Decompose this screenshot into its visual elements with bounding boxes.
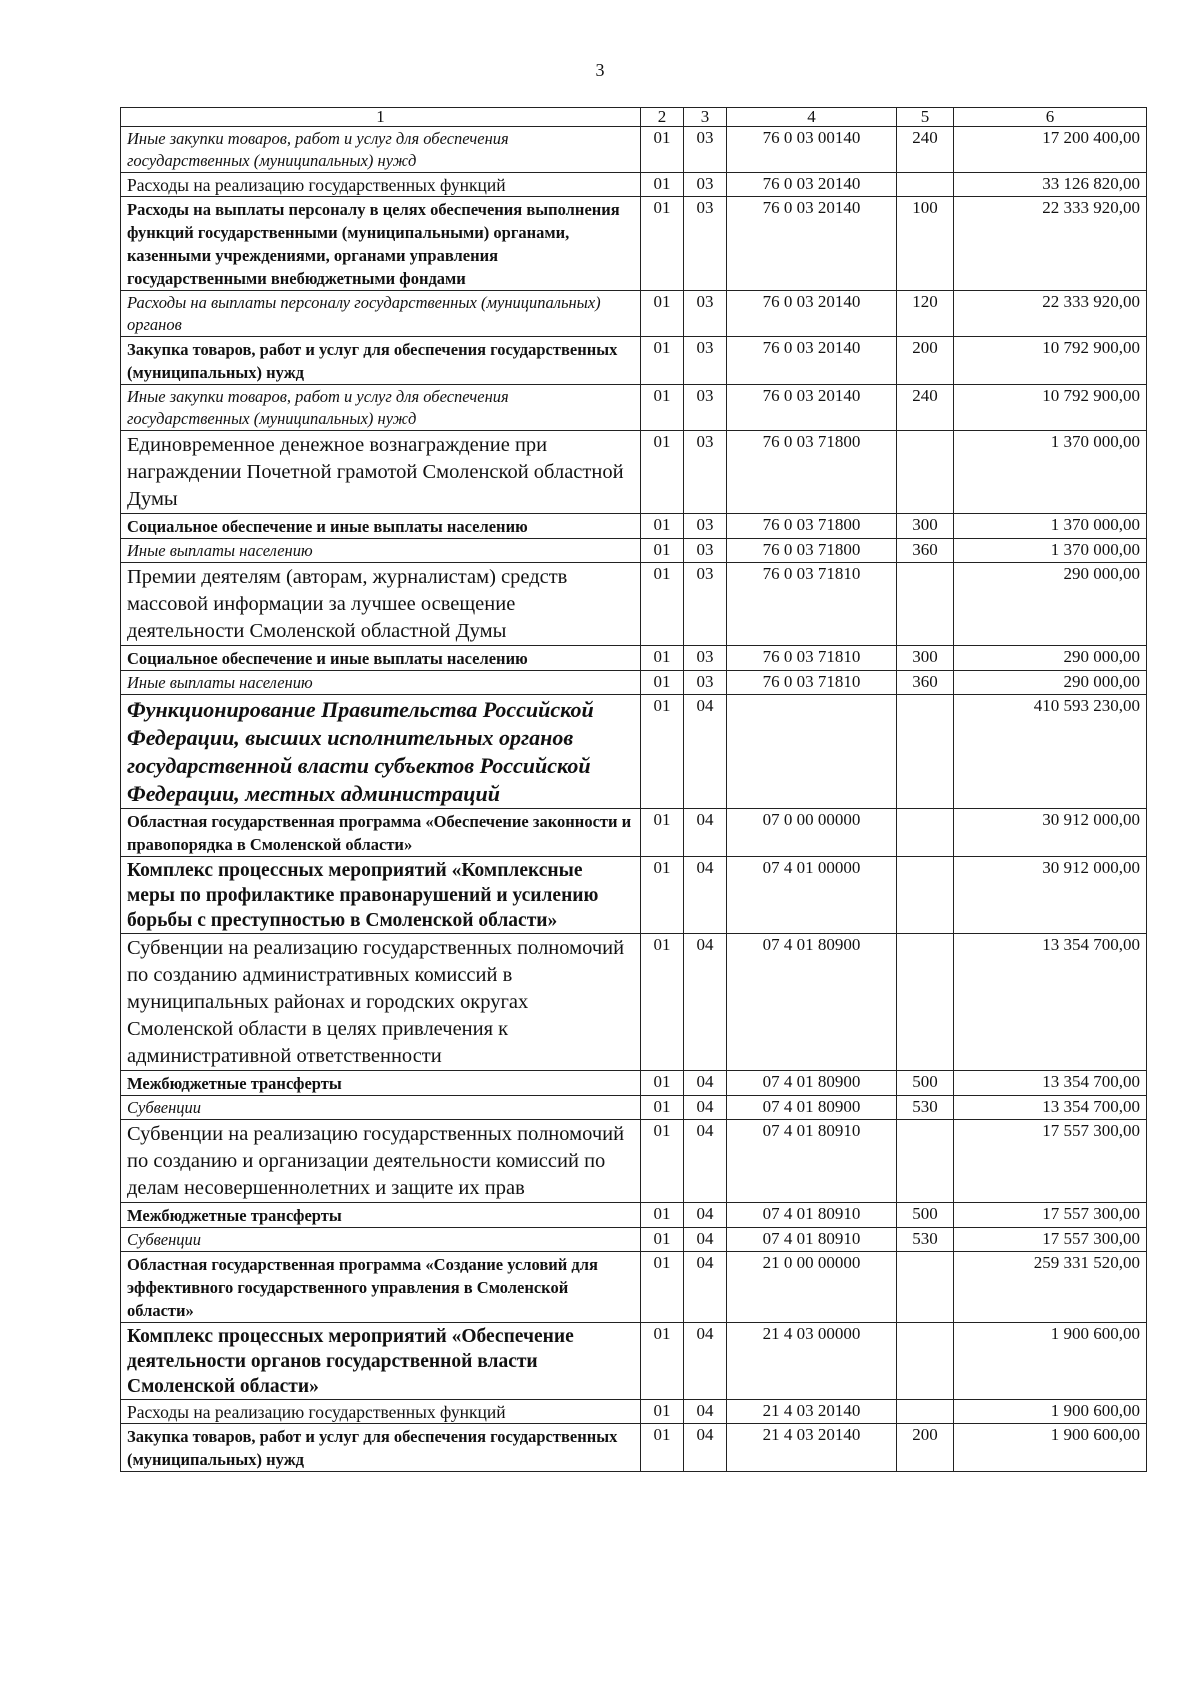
expense-type-cell: 530 xyxy=(897,1096,954,1120)
expense-type-cell: 120 xyxy=(897,291,954,337)
row-name-cell: Областная государственная программа «Создание условий для эффективного государственного управления в Смоленской области» xyxy=(121,1252,641,1323)
subsection-code-cell: 04 xyxy=(684,1228,727,1252)
section-code-cell: 01 xyxy=(641,563,684,646)
header-cell: 2 xyxy=(641,108,684,127)
expense-type-cell xyxy=(897,857,954,934)
amount-cell: 17 557 300,00 xyxy=(954,1120,1147,1203)
row-name-cell: Расходы на реализацию государственных функций xyxy=(121,1400,641,1424)
expense-type-cell: 360 xyxy=(897,671,954,695)
table-row xyxy=(121,337,1147,385)
row-name-cell: Премии деятелям (авторам, журналистам) средств массовой информации за лучшее освещение деятельности Смоленской областной Думы xyxy=(121,563,641,646)
target-article-cell: 76 0 03 71800 xyxy=(727,431,897,514)
row-name-cell: Субвенции на реализацию государственных полномочий по созданию административных комиссий в муниципальных районах и городских округах Смоленской области в целях привлечения к административной ответственности xyxy=(121,934,641,1071)
row-name-cell: Закупка товаров, работ и услуг для обеспечения государственных (муниципальных) нужд xyxy=(121,1424,641,1472)
target-article-cell: 76 0 03 71800 xyxy=(727,514,897,539)
expense-type-cell xyxy=(897,1323,954,1400)
section-code-cell: 01 xyxy=(641,646,684,671)
section-code-cell: 01 xyxy=(641,1203,684,1228)
subsection-code-cell: 04 xyxy=(684,695,727,809)
header-cell: 4 xyxy=(727,108,897,127)
table-row xyxy=(121,1252,1147,1323)
table-row xyxy=(121,173,1147,197)
expense-type-cell: 100 xyxy=(897,197,954,291)
section-code-cell: 01 xyxy=(641,197,684,291)
amount-cell: 30 912 000,00 xyxy=(954,857,1147,934)
expense-type-cell xyxy=(897,695,954,809)
table-row xyxy=(121,857,1147,934)
row-name-cell: Социальное обеспечение и иные выплаты населению xyxy=(121,646,641,671)
subsection-code-cell: 03 xyxy=(684,563,727,646)
expense-type-cell: 500 xyxy=(897,1071,954,1096)
table-row xyxy=(121,127,1147,173)
amount-cell: 10 792 900,00 xyxy=(954,385,1147,431)
table-row xyxy=(121,1071,1147,1096)
section-code-cell: 01 xyxy=(641,1424,684,1472)
subsection-code-cell: 03 xyxy=(684,127,727,173)
target-article-cell: 76 0 03 71810 xyxy=(727,563,897,646)
header-cell: 6 xyxy=(954,108,1147,127)
row-name-cell: Субвенции на реализацию государственных полномочий по созданию и организации деятельности комиссий по делам несовершеннолетних и защите их прав xyxy=(121,1120,641,1203)
expense-type-cell: 200 xyxy=(897,1424,954,1472)
amount-cell: 13 354 700,00 xyxy=(954,1096,1147,1120)
row-name-cell: Комплекс процессных мероприятий «Комплексные меры по профилактике правонарушений и усилению борьбы с преступностью в Смоленской области» xyxy=(121,857,641,934)
row-name-cell: Иные закупки товаров, работ и услуг для обеспечения государственных (муниципальных) нужд xyxy=(121,127,641,173)
section-code-cell: 01 xyxy=(641,1400,684,1424)
expense-type-cell xyxy=(897,1252,954,1323)
expense-type-cell xyxy=(897,563,954,646)
section-code-cell: 01 xyxy=(641,809,684,857)
expense-type-cell: 530 xyxy=(897,1228,954,1252)
subsection-code-cell: 03 xyxy=(684,646,727,671)
section-code-cell: 01 xyxy=(641,1071,684,1096)
table-row xyxy=(121,1203,1147,1228)
target-article-cell: 76 0 03 71810 xyxy=(727,646,897,671)
target-article-cell: 07 4 01 80900 xyxy=(727,1071,897,1096)
target-article-cell: 76 0 03 71810 xyxy=(727,671,897,695)
amount-cell: 22 333 920,00 xyxy=(954,291,1147,337)
target-article-cell: 07 4 01 80900 xyxy=(727,934,897,1071)
expense-type-cell xyxy=(897,1120,954,1203)
section-code-cell: 01 xyxy=(641,514,684,539)
expense-type-cell: 360 xyxy=(897,539,954,563)
amount-cell: 22 333 920,00 xyxy=(954,197,1147,291)
table-row xyxy=(121,563,1147,646)
expense-type-cell xyxy=(897,1400,954,1424)
subsection-code-cell: 04 xyxy=(684,1203,727,1228)
expense-type-cell: 300 xyxy=(897,646,954,671)
table-row xyxy=(121,1120,1147,1203)
table-row xyxy=(121,1096,1147,1120)
subsection-code-cell: 03 xyxy=(684,431,727,514)
row-name-cell: Областная государственная программа «Обеспечение законности и правопорядка в Смоленской области» xyxy=(121,809,641,857)
section-code-cell: 01 xyxy=(641,173,684,197)
budget-table xyxy=(120,107,1147,1472)
row-name-cell: Функционирование Правительства Российской Федерации, высших исполнительных органов государственной власти субъектов Российской Федерации, местных администраций xyxy=(121,695,641,809)
expense-type-cell: 200 xyxy=(897,337,954,385)
row-name-cell: Расходы на реализацию государственных функций xyxy=(121,173,641,197)
target-article-cell: 07 4 01 00000 xyxy=(727,857,897,934)
subsection-code-cell: 03 xyxy=(684,173,727,197)
row-name-cell: Единовременное денежное вознаграждение при награждении Почетной грамотой Смоленской областной Думы xyxy=(121,431,641,514)
target-article-cell xyxy=(727,695,897,809)
subsection-code-cell: 03 xyxy=(684,337,727,385)
subsection-code-cell: 03 xyxy=(684,539,727,563)
target-article-cell: 76 0 03 20140 xyxy=(727,291,897,337)
table-row xyxy=(121,934,1147,1071)
section-code-cell: 01 xyxy=(641,127,684,173)
table-row xyxy=(121,1400,1147,1424)
amount-cell: 1 900 600,00 xyxy=(954,1323,1147,1400)
expense-type-cell: 500 xyxy=(897,1203,954,1228)
subsection-code-cell: 04 xyxy=(684,1400,727,1424)
amount-cell: 17 557 300,00 xyxy=(954,1228,1147,1252)
row-name-cell: Расходы на выплаты персоналу государственных (муниципальных) органов xyxy=(121,291,641,337)
target-article-cell: 21 4 03 20140 xyxy=(727,1400,897,1424)
target-article-cell: 07 4 01 80910 xyxy=(727,1228,897,1252)
amount-cell: 290 000,00 xyxy=(954,671,1147,695)
row-name-cell: Иные выплаты населению xyxy=(121,671,641,695)
amount-cell: 1 370 000,00 xyxy=(954,514,1147,539)
amount-cell: 17 557 300,00 xyxy=(954,1203,1147,1228)
target-article-cell: 76 0 03 71800 xyxy=(727,539,897,563)
table-row xyxy=(121,646,1147,671)
page-number: 3 xyxy=(595,60,605,80)
table-row xyxy=(121,1323,1147,1400)
row-name-cell: Закупка товаров, работ и услуг для обеспечения государственных (муниципальных) нужд xyxy=(121,337,641,385)
row-name-cell: Межбюджетные трансферты xyxy=(121,1071,641,1096)
expense-type-cell xyxy=(897,431,954,514)
target-article-cell: 07 4 01 80910 xyxy=(727,1203,897,1228)
table-row xyxy=(121,291,1147,337)
target-article-cell: 07 4 01 80910 xyxy=(727,1120,897,1203)
amount-cell: 13 354 700,00 xyxy=(954,1071,1147,1096)
row-name-cell: Иные закупки товаров, работ и услуг для обеспечения государственных (муниципальных) нужд xyxy=(121,385,641,431)
expense-type-cell xyxy=(897,934,954,1071)
amount-cell: 1 900 600,00 xyxy=(954,1424,1147,1472)
subsection-code-cell: 03 xyxy=(684,291,727,337)
table-row xyxy=(121,431,1147,514)
target-article-cell: 76 0 03 00140 xyxy=(727,127,897,173)
target-article-cell: 07 4 01 80900 xyxy=(727,1096,897,1120)
expense-type-cell: 300 xyxy=(897,514,954,539)
row-name-cell: Межбюджетные трансферты xyxy=(121,1203,641,1228)
row-name-cell: Комплекс процессных мероприятий «Обеспечение деятельности органов государственной власти Смоленской области» xyxy=(121,1323,641,1400)
section-code-cell: 01 xyxy=(641,1120,684,1203)
section-code-cell: 01 xyxy=(641,1323,684,1400)
subsection-code-cell: 04 xyxy=(684,1120,727,1203)
expense-type-cell xyxy=(897,173,954,197)
section-code-cell: 01 xyxy=(641,934,684,1071)
target-article-cell: 21 0 00 00000 xyxy=(727,1252,897,1323)
subsection-code-cell: 04 xyxy=(684,934,727,1071)
section-code-cell: 01 xyxy=(641,1096,684,1120)
section-code-cell: 01 xyxy=(641,1228,684,1252)
expense-type-cell: 240 xyxy=(897,127,954,173)
section-code-cell: 01 xyxy=(641,291,684,337)
amount-cell: 17 200 400,00 xyxy=(954,127,1147,173)
subsection-code-cell: 04 xyxy=(684,809,727,857)
table-row xyxy=(121,539,1147,563)
amount-cell: 410 593 230,00 xyxy=(954,695,1147,809)
amount-cell: 259 331 520,00 xyxy=(954,1252,1147,1323)
row-name-cell: Субвенции xyxy=(121,1096,641,1120)
table-row xyxy=(121,695,1147,809)
section-code-cell: 01 xyxy=(641,1252,684,1323)
target-article-cell: 07 0 00 00000 xyxy=(727,809,897,857)
table-row xyxy=(121,197,1147,291)
target-article-cell: 76 0 03 20140 xyxy=(727,385,897,431)
table-row xyxy=(121,1228,1147,1252)
section-code-cell: 01 xyxy=(641,857,684,934)
amount-cell: 1 370 000,00 xyxy=(954,539,1147,563)
amount-cell: 10 792 900,00 xyxy=(954,337,1147,385)
header-cell: 5 xyxy=(897,108,954,127)
expense-type-cell: 240 xyxy=(897,385,954,431)
subsection-code-cell: 04 xyxy=(684,1071,727,1096)
table-row xyxy=(121,514,1147,539)
subsection-code-cell: 04 xyxy=(684,1323,727,1400)
subsection-code-cell: 04 xyxy=(684,857,727,934)
target-article-cell: 76 0 03 20140 xyxy=(727,337,897,385)
amount-cell: 13 354 700,00 xyxy=(954,934,1147,1071)
amount-cell: 33 126 820,00 xyxy=(954,173,1147,197)
target-article-cell: 76 0 03 20140 xyxy=(727,173,897,197)
table-row xyxy=(121,385,1147,431)
subsection-code-cell: 04 xyxy=(684,1424,727,1472)
table-header-row xyxy=(121,108,1147,127)
amount-cell: 290 000,00 xyxy=(954,563,1147,646)
target-article-cell: 76 0 03 20140 xyxy=(727,197,897,291)
subsection-code-cell: 03 xyxy=(684,385,727,431)
subsection-code-cell: 03 xyxy=(684,514,727,539)
row-name-cell: Социальное обеспечение и иные выплаты населению xyxy=(121,514,641,539)
row-name-cell: Иные выплаты населению xyxy=(121,539,641,563)
row-name-cell: Субвенции xyxy=(121,1228,641,1252)
table-row xyxy=(121,671,1147,695)
section-code-cell: 01 xyxy=(641,337,684,385)
target-article-cell: 21 4 03 20140 xyxy=(727,1424,897,1472)
target-article-cell: 21 4 03 00000 xyxy=(727,1323,897,1400)
amount-cell: 1 370 000,00 xyxy=(954,431,1147,514)
header-cell: 1 xyxy=(121,108,641,127)
subsection-code-cell: 03 xyxy=(684,671,727,695)
subsection-code-cell: 04 xyxy=(684,1252,727,1323)
amount-cell: 290 000,00 xyxy=(954,646,1147,671)
section-code-cell: 01 xyxy=(641,695,684,809)
section-code-cell: 01 xyxy=(641,671,684,695)
amount-cell: 30 912 000,00 xyxy=(954,809,1147,857)
amount-cell: 1 900 600,00 xyxy=(954,1400,1147,1424)
subsection-code-cell: 03 xyxy=(684,197,727,291)
table-row xyxy=(121,809,1147,857)
header-cell: 3 xyxy=(684,108,727,127)
table-row xyxy=(121,1424,1147,1472)
section-code-cell: 01 xyxy=(641,431,684,514)
section-code-cell: 01 xyxy=(641,385,684,431)
row-name-cell: Расходы на выплаты персоналу в целях обеспечения выполнения функций государственными (муниципальными) органами, казенными учреждениями, органами управления государственными внебюджетными фондами xyxy=(121,197,641,291)
subsection-code-cell: 04 xyxy=(684,1096,727,1120)
expense-type-cell xyxy=(897,809,954,857)
section-code-cell: 01 xyxy=(641,539,684,563)
